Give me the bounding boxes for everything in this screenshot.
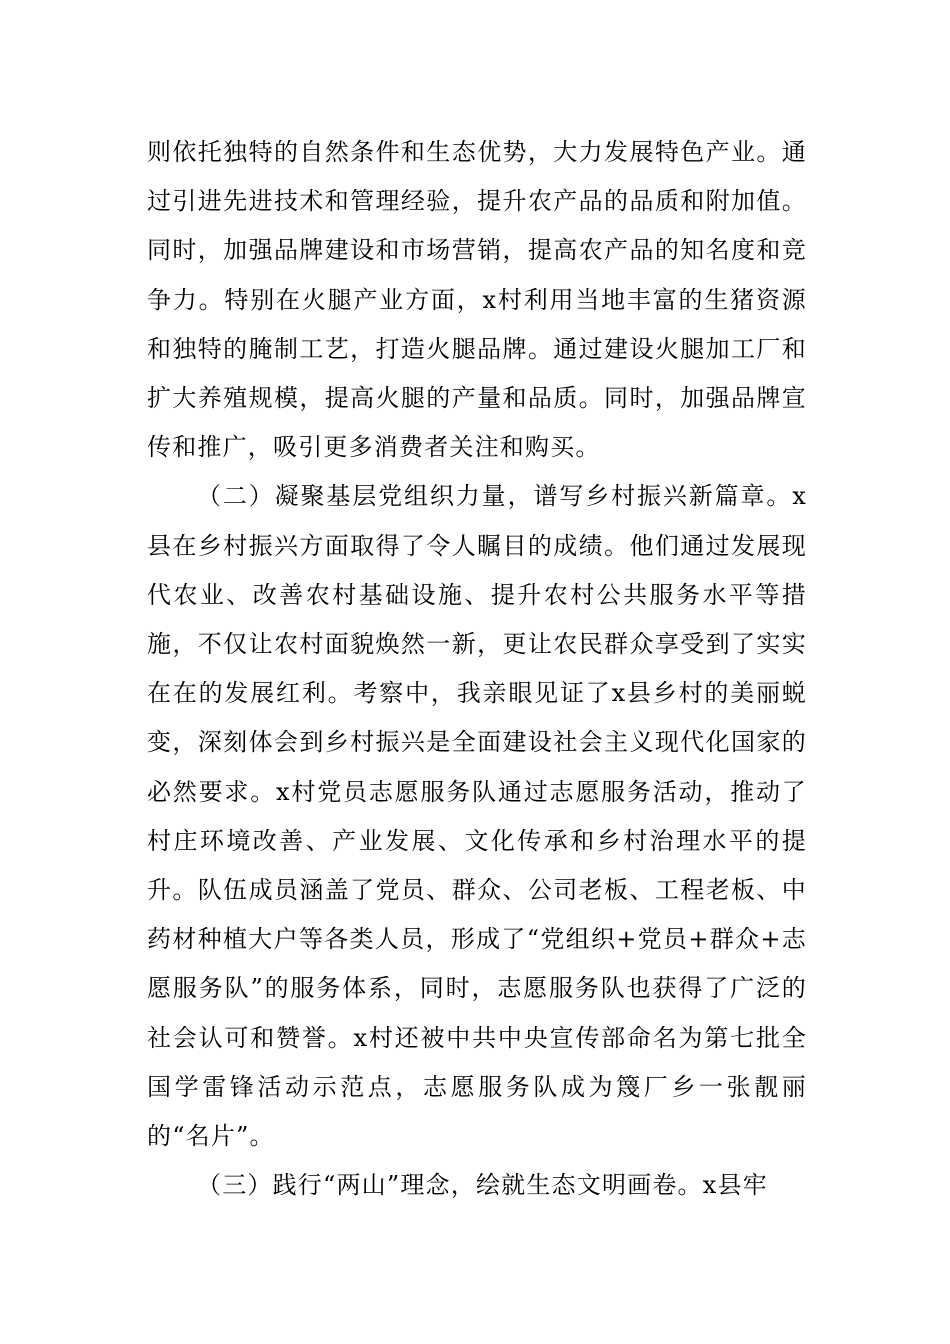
paragraph-specialty-industry: 则依托独特的自然条件和生态优势，大力发展特色产业。通过引进先进技术和管理经验，提升农产品的品质和附加值。同时，加强品牌建设和市场营销，提高农产品的知名度和竞争力。特别在火腿产业方面，x村利用当地丰富的生猪资源和独特的腌制工艺，打造火腿品牌。通过建设火腿加工厂和扩大养殖规模，提高火腿的产量和品质。同时，加强品牌宣传和推广，吸引更多消费者关注和购买。 bbox=[147, 138, 807, 462]
document-page bbox=[147, 128, 807, 1210]
paragraph-rural-revitalization: （二）凝聚基层党组织力量，谱写乡村振兴新篇章。x县在乡村振兴方面取得了令人瞩目的成绩。他们通过发展现代农业、改善农村基础设施、提升农村公共服务水平等措施，不仅让农村面貌焕然一新，更让农民群众享受到了实实在在的发展红利。考察中，我亲眼见证了x县乡村的美丽蜕变，深刻体会到乡村振兴是全面建设社会主义现代化国家的必然要求。x村党员志愿服务队通过志愿服务活动，推动了村庄环境改善、产业发展、文化传承和乡村治理水平的提升。队伍成员涵盖了党员、群众、公司老板、工程老板、中药材种植大户等各类人员，形成了“党组织+党员+群众+志愿服务队”的服务体系，同时，志愿服务队也获得了广泛的社会认可和赞誉。x村还被中共中央宣传部命名为第七批全国学雷锋活动示范点，志愿服务队成为篾厂乡一张靓丽的“名片”。 bbox=[147, 482, 807, 1151]
paragraph-two-mountains: （三）践行“两山”理念，绘就生态文明画卷。x县牢 bbox=[197, 1171, 768, 1200]
